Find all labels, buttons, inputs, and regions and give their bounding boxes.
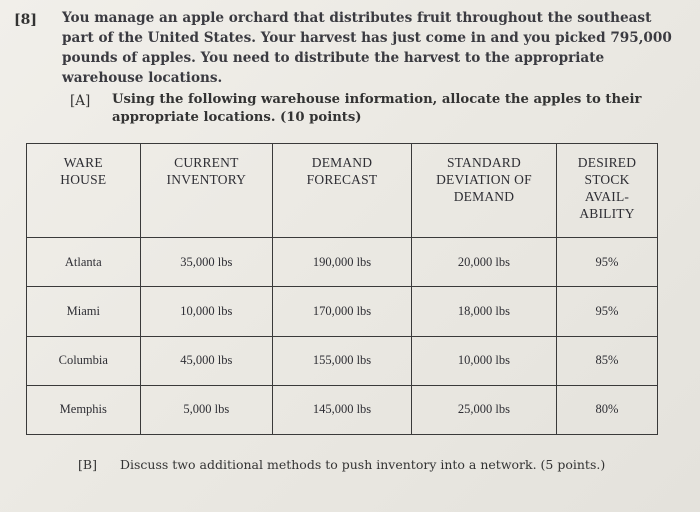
cell-std-dev: 20,000 lbs xyxy=(411,238,556,287)
header-demand-forecast xyxy=(273,144,412,238)
cell-availability: 85% xyxy=(557,336,658,385)
table-row xyxy=(27,287,658,336)
header-standard-deviation xyxy=(411,144,556,238)
cell-availability: 95% xyxy=(557,287,658,336)
cell-forecast: 190,000 lbs xyxy=(273,238,412,287)
header-line: DEVIATION OF xyxy=(436,172,532,187)
cell-std-dev: 18,000 lbs xyxy=(411,287,556,336)
warehouse-table xyxy=(26,143,658,435)
cell-inventory: 10,000 lbs xyxy=(140,287,273,336)
cell-warehouse: Memphis xyxy=(27,385,141,434)
table-row xyxy=(27,238,658,287)
question-intro: You manage an apple orchard that distributes fruit throughout the southeast part of the United States. Your harvest has just come in and you picked 795,000 pounds of apples. You need to distribute the harvest to the appropriate warehouse locations. xyxy=(62,10,672,86)
cell-availability: 80% xyxy=(557,385,658,434)
cell-warehouse: Atlanta xyxy=(27,238,141,287)
cell-inventory: 35,000 lbs xyxy=(140,238,273,287)
question-number: [8] xyxy=(14,12,37,28)
part-a-text: Using the following warehouse information, allocate the apples to their appropriate locations. (10 points) xyxy=(112,92,642,125)
header-warehouse xyxy=(27,144,141,238)
header-line: WARE xyxy=(63,155,103,170)
cell-forecast: 145,000 lbs xyxy=(273,385,412,434)
header-line: AVAIL- xyxy=(584,189,630,204)
cell-std-dev: 10,000 lbs xyxy=(411,336,556,385)
header-line: STANDARD xyxy=(446,155,521,170)
header-line: ABILITY xyxy=(579,206,635,221)
header-current-inventory xyxy=(140,144,273,238)
header-line: HOUSE xyxy=(60,172,107,187)
part-b-label: [B] xyxy=(78,457,97,472)
header-line: FORECAST xyxy=(306,172,378,187)
header-line: DESIRED xyxy=(577,155,637,170)
header-line: DEMAND xyxy=(311,155,373,170)
cell-warehouse: Miami xyxy=(27,287,141,336)
table-row xyxy=(27,385,658,434)
cell-warehouse: Columbia xyxy=(27,336,141,385)
cell-forecast: 155,000 lbs xyxy=(273,336,412,385)
table-row xyxy=(27,336,658,385)
table-header-row xyxy=(27,144,658,238)
cell-inventory: 5,000 lbs xyxy=(140,385,273,434)
cell-availability: 95% xyxy=(557,238,658,287)
header-line: INVENTORY xyxy=(166,172,247,187)
cell-forecast: 170,000 lbs xyxy=(273,287,412,336)
part-a-label: [A] xyxy=(70,93,91,109)
cell-std-dev: 25,000 lbs xyxy=(411,385,556,434)
header-line: CURRENT xyxy=(174,155,239,170)
cell-inventory: 45,000 lbs xyxy=(140,336,273,385)
header-line: DEMAND xyxy=(453,189,515,204)
header-desired-stock xyxy=(557,144,658,238)
part-b-text: Discuss two additional methods to push inventory into a network. (5 points.) xyxy=(120,457,606,472)
header-line: STOCK xyxy=(584,172,630,187)
